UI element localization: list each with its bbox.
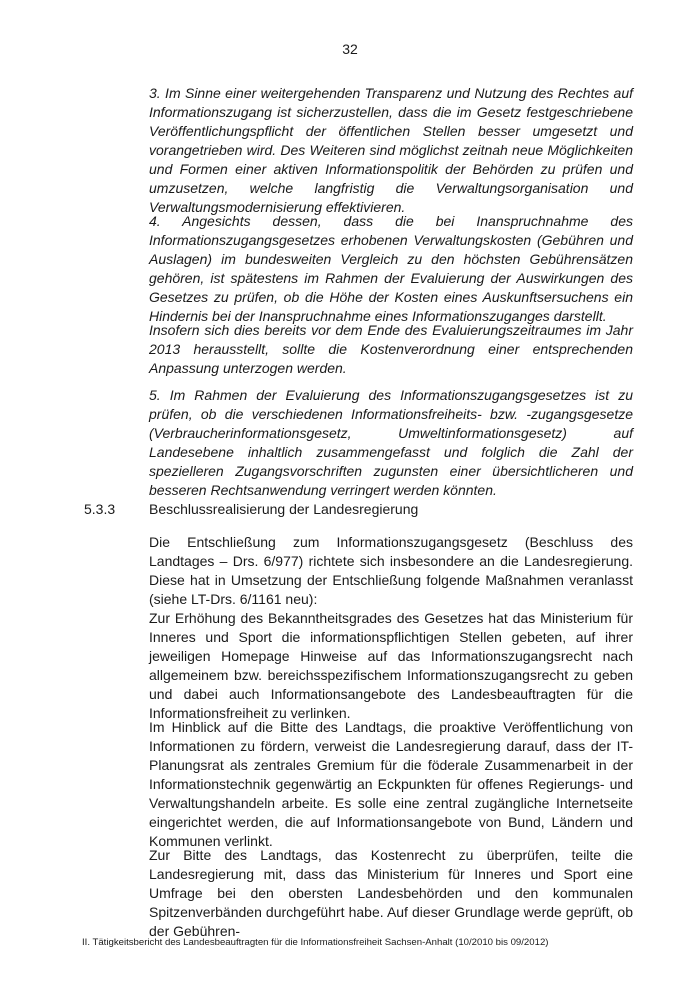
body-paragraph-proactive-publication: Im Hinblick auf die Bitte des Landtags, die proaktive Veröffentlichung von Informationen zu fördern, verweist die Landesregierung darauf, dass der IT-Planungsrat als zentrales Gremium für die föderale Zusammenarbeit in der Informationstechnik gegenwärtig an Eckpunkten für offenes Regierungs- und Verwaltungshandeln arbeite. Es solle eine zentral zugängliche Internetseite eingerichtet werden, die auf Informationsangebote von Bund, Ländern und Kommunen verlinkt. <box>149 719 633 849</box>
body-paragraph-resolution: Die Entschließung zum Informationszugangsgesetz (Beschluss des Landtages – Drs. 6/977) richtete sich insbesondere an die Landesregierung. Diese hat in Umsetzung der Entschließung folgende Maßnahmen veranlasst (siehe LT-Drs. 6/1161 neu): <box>149 534 633 607</box>
body-paragraph-awareness: Zur Erhöhung des Bekanntheitsgrades des Gesetzes hat das Ministerium für Inneres und Sport die informationspflichtigen Stellen gebeten, auf ihrer jeweiligen Homepage Hinweise auf das Informationszugangsrecht nach allgemeinem bzw. bereichsspezifischem Informationszugangsrecht zu geben und dabei auch Informationsangebote des Landesbeauftragten für die Informationsfreiheit zu verlinken. <box>149 610 633 721</box>
body-paragraph-cost-law: Zur Bitte des Landtags, das Kostenrecht zu überprüfen, teilte die Landesregierung mit, dass das Ministerium für Inneres und Sport eine Umfrage bei den obersten Landesbehörden und den kommunalen Spitzenverbänden durchgeführt habe. Auf dieser Grundlage werde geprüft, ob der Gebühren- <box>149 847 633 939</box>
section-heading: Beschlussrealisierung der Landesregierung <box>149 501 419 517</box>
recommendation-4-paragraph: 4. Angesichts dessen, dass die bei Inanspruchnahme des Informationszugangsgesetzes erhobenen Verwaltungskosten (Gebühren und Auslagen) im bundesweiten Vergleich zu den höchsten Gebührensätzen gehören, ist spätestens im Rahmen der Evaluierung der Auswirkungen des Gesetzes zu prüfen, ob die Höhe der Kosten eines Auskunftsersuchens ein Hindernis bei der Inanspruchnahme eines Informationszuganges darstellt. <box>149 213 633 324</box>
page-number: 32 <box>342 41 358 57</box>
recommendation-3-paragraph: 3. Im Sinne einer weitergehenden Transparenz und Nutzung des Rechtes auf Informationszugang ist sicherzustellen, dass die im Gesetz festgeschriebene Veröffentlichungspflicht der öffentlichen Stellen besser umgesetzt und vorangetrieben wird. Des Weiteren sind möglichst zeitnah neue Möglichkeiten und Formen einer aktiven Informationspolitik der Behörden zu prüfen und umzusetzen, welche langfristig die Verwaltungsorganisation und Verwaltungsmodernisierung effektivieren. <box>149 85 633 215</box>
recommendation-5-paragraph: 5. Im Rahmen der Evaluierung des Informationszugangsgesetzes ist zu prüfen, ob die verschiedenen Informationsfreiheits- bzw. -zugangsgesetze (Verbraucherinformationsgesetz, Umweltinformationsgesetz) auf Landesebene inhaltlich zusammengefasst und folglich die Zahl der spezielleren Zugangsvorschriften zugunsten einer übersichtlicheren und besseren Rechtsanwendung verringert werden könnten. <box>149 387 633 498</box>
section-number: 5.3.3 <box>84 501 116 517</box>
page-footer: II. Tätigkeitsbericht des Landesbeauftragten für die Informationsfreiheit Sachsen-Anhalt (10/2010 bis 09/2012) <box>82 937 549 948</box>
cost-adjustment-paragraph: Insofern sich dies bereits vor dem Ende des Evaluierungszeitraumes im Jahr 2013 herausstellt, sollte die Kostenverordnung einer entsprechenden Anpassung unterzogen werden. <box>149 322 633 376</box>
